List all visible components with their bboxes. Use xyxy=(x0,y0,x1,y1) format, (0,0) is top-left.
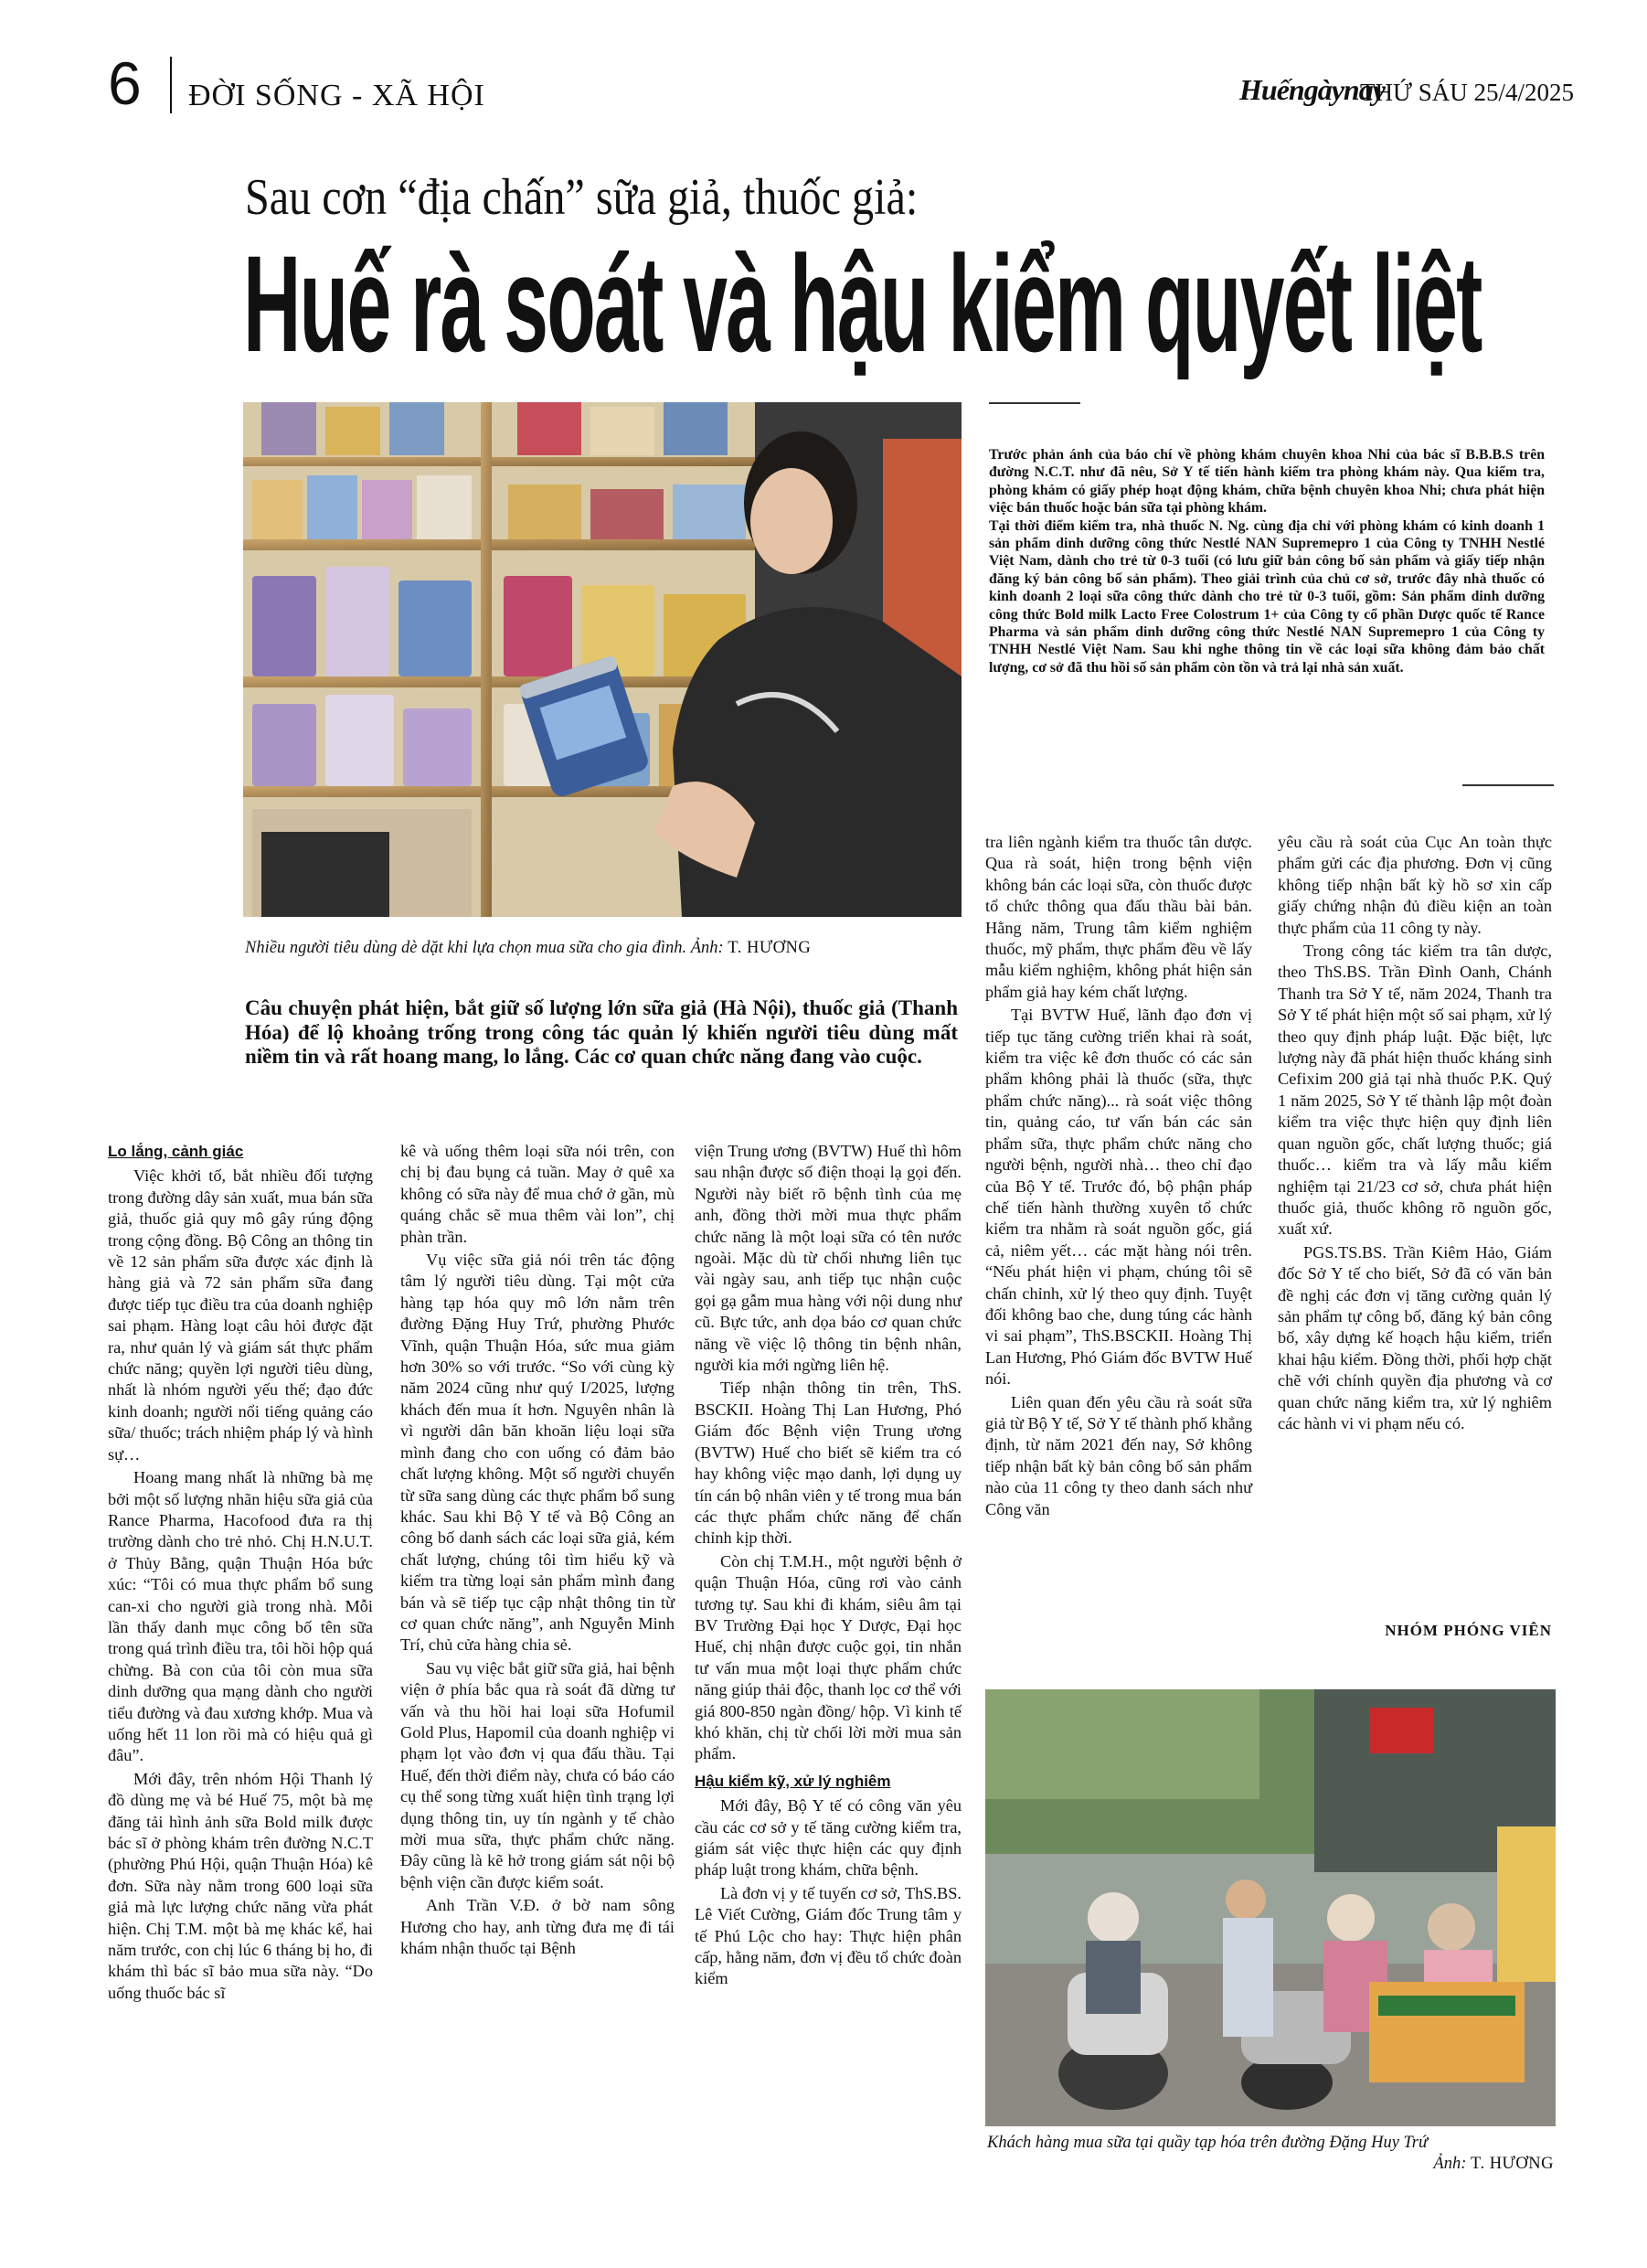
paragraph: Việc khởi tố, bắt nhiều đối tượng trong đường dây sản xuất, mua bán sữa giả, thuốc giả quy mô gây rúng động trong cộng đồng. Bộ Công an thông tin về 12 sản phẩm sữa được xác định là hàng giả và 72 sản phẩm sữa đang được tiếp tục điều tra của doanh nghiệp sai phạm. Hàng loạt câu hỏi được đặt ra, như quản lý và giám sát thực phẩm chức năng; quyền lợi người tiêu dùng, nhất là nhóm người yếu thế; đạo đức kinh doanh; người nổi tiếng quảng cáo sữa/ thuốc; trách nhiệm pháp lý và hình sự… xyxy=(108,1166,373,1464)
paragraph: Tại BVTW Huế, lãnh đạo đơn vị tiếp tục tăng cường triển khai rà soát, kiểm tra việc kê đơn thuốc có các sản phẩm không phải là thuốc (sữa, thực phẩm chức năng)... rà soát việc thông tin, quảng cáo, tư vấn bán các sản phẩm sữa, thực phẩm chức năng cho người bệnh, người nhà… theo chỉ đạo của Bộ Y tế. Trước đó, bộ phận pháp chế tiến hành thường xuyên tổ chức kiểm tra nhằm rà soát nguồn gốc, giá cả, niêm yết… các mặt hàng nói trên. “Nếu phát hiện vi phạm, chúng tôi sẽ chấn chỉnh, xử lý theo quy định. Tuyệt đối không bao che, dung túng các hành vi sai phạm”, ThS.BSCKII. Hoàng Thị Lan Hương, Phó Giám đốc BVTW Huế nói. xyxy=(985,1006,1252,1389)
paragraph: PGS.TS.BS. Trần Kiêm Hảo, Giám đốc Sở Y tế cho biết, Sở đã có văn bản đề nghị các đơn vị tăng cường quản lý sản phẩm tự công bố, đăng ký bản công bố, xây dựng kế hoạch hậu kiểm, triển khai hậu kiểm. Đồng thời, phối hợp chặt chẽ với chính quyền địa phương và cơ quan chức năng kiểm tra, xử lý nghiêm các hành vi vi phạm nếu có. xyxy=(1278,1242,1552,1432)
box-top-rule xyxy=(989,402,1080,404)
paragraph: Anh Trần V.Đ. ở bờ nam sông Hương cho hay, anh từng đưa mẹ đi tái khám nhận thuốc tại Bệnh xyxy=(400,1896,675,1958)
article-headline: Huế rà soát và hậu kiểm quyết liệt xyxy=(243,227,1482,380)
section-title: ĐỜI SỐNG - XÃ HỘI xyxy=(188,79,485,112)
paragraph: kê và uống thêm loại sữa nói trên, con chị bị đau bụng cả tuần. May ở quê xa không có sữa này để mua chớ ở gần, mù quáng chắc sẽ mua thêm vài lon”, chị phàn trần. xyxy=(400,1142,675,1246)
masthead-logo: Huếngàynay xyxy=(1239,73,1385,106)
paragraph: Mới đây, Bộ Y tế có công văn yêu cầu các cơ sở y tế tăng cường kiểm tra, giám sát việc thực hiện các quy định pháp luật trong khám, chữa bệnh. xyxy=(695,1796,962,1879)
paragraph: tra liên ngành kiểm tra thuốc tân dược. Qua rà soát, hiện trong bệnh viện không bán các loại sữa, còn thuốc được tổ chức thông qua đấu thầu bài bản. Hằng năm, Trung tâm kiểm nghiệm thuốc, mỹ phẩm, thực phẩm đều về lấy mẫu kiểm nghiệm, không phát hiện sản phẩm giả hay kém chất lượng. xyxy=(985,833,1252,1001)
paragraph: Mới đây, trên nhóm Hội Thanh lý đồ dùng mẹ và bé Huế 75, một bà mẹ đăng tải hình ảnh sữa Bold milk được bác sĩ ở phòng khám trên đường N.C.T (phường Phú Hội, quận Thuận Hóa) kê đơn. Sữa này nằm trong 600 loại sữa giả mà lực lượng chức năng vừa phát hiện. Chị T.M. một bà mẹ khác kể, hai năm trước, con chị lúc 6 tháng bị ho, đi khám thì bác sĩ bảo mua sữa này. “Do uống thuốc bác sĩ xyxy=(108,1769,373,2002)
paragraph: Vụ việc sữa giả nói trên tác động tâm lý người tiêu dùng. Tại một cửa hàng tạp hóa quy mô lớn nằm trên đường Đặng Huy Trứ, phường Phước Vĩnh, quận Thuận Hóa, sức mua giảm hơn 30% so với trước. “So với cùng kỳ năm 2024 cũng như quý I/2025, lượng khách đến mua ít hơn. Nguyên nhân là vì người dân băn khoăn liệu loại sữa mình đang cho con uống có đảm bảo chất lượng không. Một số người chuyển từ sữa sang dùng các thực phẩm bổ sung khác. Sau khi Bộ Y tế và Bộ Công an công bố danh sách các loại sữa giả, kém chất lượng, chúng tôi tìm hiểu kỹ và kiểm tra từng loại sản phẩm mình đang bán và sẽ tiếp tục cập nhật thông tin từ cơ quan chức năng”, anh Nguyễn Minh Trí, chủ cửa hàng chia sẻ. xyxy=(400,1251,675,1655)
article-kicker: Sau cơn “địa chấn” sữa giả, thuốc giả: xyxy=(245,169,919,226)
issue-date: THỨ SÁU 25/4/2025 xyxy=(1360,79,1574,106)
column-1 xyxy=(108,1141,373,2006)
header-divider xyxy=(170,57,172,113)
paragraph: Trong công tác kiểm tra tân dược, theo ThS.BS. Trần Đình Oanh, Chánh Thanh tra Sở Y tế, năm 2024, Thanh tra Sở Y tế phát hiện một số sai phạm, xử lý theo quy định pháp luật. Đặc biệt, lực lượng này đã phát hiện thuốc kháng sinh Cefixim 200 giả tại nhà thuốc P.K. Quý 1 năm 2025, Sở Y tế thành lập một đoàn kiểm tra việc thực hiện quy định liên quan nguồn gốc, chất lượng thuốc; giá thuốc… kiểm tra và lấy mẫu kiểm nghiệm tại 21/23 cơ sở, chưa phát hiện thuốc giả, thuốc không rõ nguồn gốc, xuất xứ. xyxy=(1278,942,1552,1239)
paragraph: Liên quan đến yêu cầu rà soát sữa giả từ Bộ Y tế, Sở Y tế thành phố khẳng định, từ năm 2021 đến nay, Sở không tiếp nhận bất kỳ bản công bố sản phẩm nào của 11 công ty theo danh sách như Công văn xyxy=(985,1392,1252,1518)
photo2-caption-text: Khách hàng mua sữa tại quầy tạp hóa trên đường Đặng Huy Trứ xyxy=(987,2134,1429,2152)
box-paragraph: Trước phản ánh của báo chí về phòng khám chuyên khoa Nhi của bác sĩ B.B.B.S trên đường N.C.T. như đã nêu, Sở Y tế tiến hành kiểm tra phòng khám này. Qua kiểm tra, phòng khám có giấy phép hoạt động khám, chữa bệnh chuyên khoa Nhi; chưa phát hiện việc bán thuốc hoặc bán sữa tại phòng khám. xyxy=(989,447,1545,516)
photo2-credit-line xyxy=(987,2154,1554,2175)
subheading-inspection: Hậu kiểm kỹ, xử lý nghiêm xyxy=(695,1772,891,1790)
box-bottom-rule xyxy=(1462,784,1554,786)
column-2 xyxy=(400,1141,675,1961)
info-box xyxy=(989,446,1545,676)
column-4 xyxy=(985,832,1252,1522)
paragraph: Hoang mang nhất là những bà mẹ bởi một số lượng nhãn hiệu sữa giả của Rance Pharma, Hacofood đưa ra thị trường dành cho trẻ nhỏ. Chị H.N.U.T. ở Thủy Bằng, quận Thuận Hóa bức xúc: “Tôi có mua thực phẩm bổ sung can-xi cho người già trong nhà. Mỗi lần thấy danh mục công bố tên sữa trong quá trình điều tra, tôi hồi hộp quá chừng. Bà con của tôi còn mua sữa dinh dưỡng qua mạng dành cho người tiểu đường và đau xương khớp. Mua và uống hết 11 lon rồi mà có hiệu quả gì đâu”. xyxy=(108,1468,373,1765)
column-5 xyxy=(1278,832,1552,1436)
column-3 xyxy=(695,1141,962,1992)
photo2-credit: T. HƯƠNG xyxy=(1471,2155,1554,2173)
paragraph: Tiếp nhận thông tin trên, ThS. BSCKII. Hoàng Thị Lan Hương, Phó Giám đốc Bệnh viện Trung ương (BVTW) Huế cho biết sẽ kiểm tra có hay không việc mạo danh, lợi dụng uy tín cán bộ nhân viên y tế trong mua bán các thực phẩm chức năng để chấn chỉnh kịp thời. xyxy=(695,1379,962,1548)
paragraph: Còn chị T.M.H., một người bệnh ở quận Thuận Hóa, cũng rơi vào cảnh tương tự. Sau khi đi khám, siêu âm tại BV Trường Đại học Y Dược, Đại học Huế, chị nhận được cuộc gọi, tin nhắn tư vấn mua một loại thực phẩm chức năng giúp thải độc, thanh lọc cơ thể với giá 800-850 ngàn đồng/ hộp. Vì kinh tế khó khăn, chị từ chối lời mời mua sản phẩm. xyxy=(695,1551,962,1763)
paragraph: Sau vụ việc bắt giữ sữa giả, hai bệnh viện ở phía bắc qua rà soát đã dừng tư vấn và thu hồi hai loại sữa Hofumil Gold Plus, Hapomil của doanh nghiệp vi phạm lọt vào đơn vị qua đấu thầu. Tại Huế, đến thời điểm này, chưa có báo cáo cụ thể song từng xuất hiện tình trạng lợi dụng thông tin, uy tín ngành y tế chào mời mua sữa, thực phẩm chức năng. Đây cũng là kẽ hở trong giám sát nội bộ bệnh viện cần được kiểm soát. xyxy=(400,1658,675,1891)
page-number: 6 xyxy=(108,49,142,117)
author-signature: NHÓM PHÓNG VIÊN xyxy=(1385,1622,1552,1639)
photo1-caption xyxy=(245,938,976,959)
photo-milk-shop xyxy=(243,402,962,917)
article-lead: Câu chuyện phát hiện, bắt giữ số lượng lớn sữa giả (Hà Nội), thuốc giả (Thanh Hóa) để lộ khoảng trống trong công tác quản lý khiến người tiêu dùng mất niềm tin và rất hoang mang, lo lắng. Các cơ quan chức năng đang vào cuộc. xyxy=(245,996,958,1068)
photo1-credit: T. HƯƠNG xyxy=(728,939,812,957)
paragraph: Là đơn vị y tế tuyến cơ sở, ThS.BS. Lê Viết Cường, Giám đốc Trung tâm y tế Phú Lộc cho hay: Thực hiện phân cấp, hằng năm, đơn vị đều tổ chức đoàn kiểm xyxy=(695,1883,962,1988)
paragraph: viện Trung ương (BVTW) Huế thì hôm sau nhận được số điện thoại lạ gọi đến. Người này biết rõ bệnh tình của mẹ anh, đồng thời mời mua thực phẩm chức năng là một loại sữa có tên nước ngoài. Mặc dù từ chối nhưng liên tục vài ngày sau, anh tiếp tục nhận cuộc gọi gạ gẫm mua hàng với nội dung như cũ. Bực tức, anh dọa báo cơ quan chức năng về việc lộ thông tin bệnh nhân, người kia mới ngừng liên hệ. xyxy=(695,1142,962,1375)
photo1-caption-text: Nhiều người tiêu dùng dè dặt khi lựa chọn mua sữa cho gia đình. Ảnh: xyxy=(245,939,724,957)
box-paragraph: Tại thời điểm kiểm tra, nhà thuốc N. Ng. cùng địa chỉ với phòng khám có kinh doanh 1 sản phẩm dinh dưỡng công thức Nestlé NAN Supremepro 1 của Công ty TNHH Nestlé Việt Nam, dành cho trẻ từ 0-3 tuổi (có lưu giữ bản công bố sản phẩm và giấy tiếp nhận đăng ký bản công bố sản phẩm). Theo giải trình của chủ cơ sở, trước đây nhà thuốc có kinh doanh 2 loại sữa công thức dành cho trẻ từ 0-3 tuổi, gồm: Sản phẩm dinh dưỡng công thức Bold milk Lacto Free Colostrum 1+ của Công ty cổ phần Dược quốc tế Rance Pharma và sản phẩm dinh dưỡng công thức Nestlé NAN Supremepro 1 của Công ty TNHH Nestlé Việt Nam. Sau khi nghe thông tin về các loại sữa không đảm bảo chất lượng, cơ sở đã thu hồi số sản phẩm còn tồn và trả lại nhà sản xuất. xyxy=(989,517,1545,676)
photo-grocery-street xyxy=(985,1689,1556,2126)
photo2-caption xyxy=(987,2133,1554,2175)
paragraph: yêu cầu rà soát của Cục An toàn thực phẩm gửi các địa phương. Đơn vị cũng không tiếp nhận bất kỳ hồ sơ xin cấp giấy chứng nhận đủ điều kiện an toàn thực phẩm của 11 công ty này. xyxy=(1278,833,1552,937)
subheading-worry: Lo lắng, cảnh giác xyxy=(108,1143,244,1160)
photo2-credit-label: Ảnh: xyxy=(1433,2155,1467,2173)
